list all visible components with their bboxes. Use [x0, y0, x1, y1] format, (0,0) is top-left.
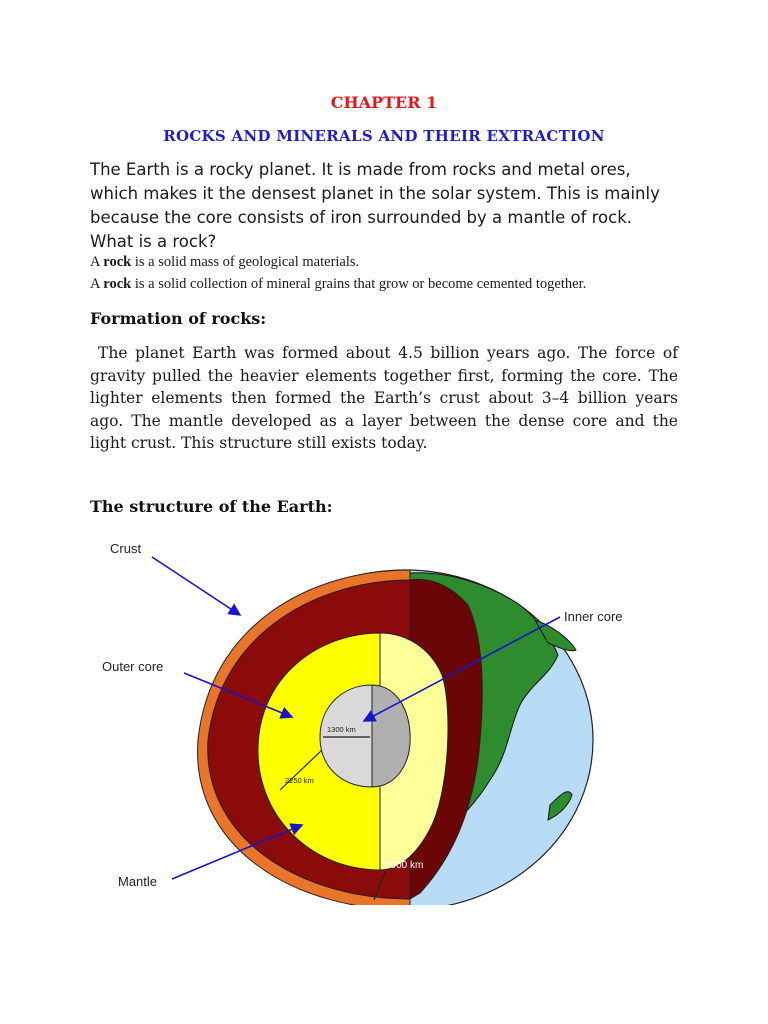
mantle-label: Mantle: [118, 874, 158, 889]
chapter-number: CHAPTER 1: [330, 93, 438, 112]
definition-text: is a solid mass of geological materials.: [131, 254, 360, 270]
definition-prefix: A: [90, 254, 104, 270]
earth-structure-diagram: [80, 525, 700, 905]
mantle-depth-label: 2900 km: [385, 860, 424, 871]
definition-term: rock: [103, 276, 132, 292]
outer-core-label: Outer core: [102, 659, 164, 674]
definition-term: rock: [103, 254, 132, 270]
chapter-title: ROCKS AND MINERALS AND THEIR EXTRACTION: [163, 127, 605, 145]
formation-paragraph: The planet Earth was formed about 4.5 billion years ago. The force of gravity pulled the heavier elements together first, forming the core. The lighter elements then formed the Earth’s crust about 3–4 billion years ago. The mantle developed as a layer between the dense core and the light crust. This structure still exists today.: [90, 344, 678, 452]
inner-core-label: Inner core: [564, 609, 623, 624]
definition-text: is a solid collection of mineral grains that grow or become cemented together.: [131, 276, 587, 292]
crust-arrow: [152, 557, 240, 615]
outer-radius-label: 2250 km: [285, 776, 314, 785]
rock-definition-2: [90, 276, 690, 293]
definition-prefix: A: [90, 276, 104, 292]
structure-heading: The structure of the Earth:: [90, 497, 333, 516]
rock-definition-1: [90, 254, 690, 271]
intro-paragraph: The Earth is a rocky planet. It is made from rocks and metal ores, which makes it the densest planet in the solar system. This is mainly because the core consists of iron surrounded by a mantle of rock. What is a rock?: [90, 160, 660, 251]
formation-heading: Formation of rocks:: [90, 309, 267, 328]
crust-label: Crust: [110, 541, 142, 556]
inner-radius-label: 1300 km: [327, 725, 356, 734]
